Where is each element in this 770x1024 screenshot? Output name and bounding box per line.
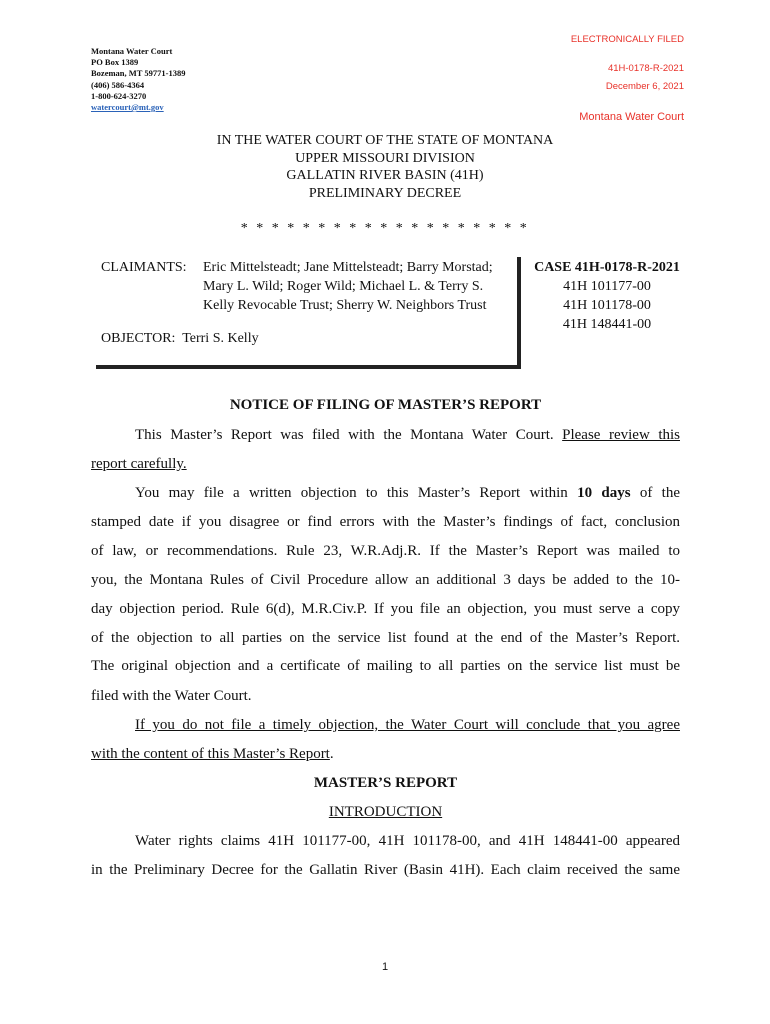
intro-line1: Water rights claims 41H 101177-00, 41H 101178-00, and 41H 148441-00 appeared [135,833,680,849]
caption-separator: * * * * * * * * * * * * * * * * * * * [240,221,530,236]
notice-text: . [329,746,334,762]
objector-name: Terri S. Kelly [182,331,259,346]
notice-emphasis: with the content of this Master’s Report [91,746,330,762]
phone-local: (406) 586-4364 [91,79,145,90]
page-number: 1 [381,961,389,973]
caption-court: IN THE WATER COURT OF THE STATE OF MONTANA [216,133,554,148]
claimants-list [203,258,493,315]
notice-p2-line: of the objection to all parties on the service list found at the end of the Master’s Report. [91,630,680,646]
notice-emphasis: Please review this [562,427,680,443]
notice-p2-line: stamped date if you disagree or find errors with the Master’s findings of fact, conclusion [91,514,680,530]
notice-text: You may file a written objection to this Master’s Report within [135,485,578,501]
stamp-court: Montana Water Court [579,111,684,123]
court-address-block [91,46,186,113]
stamp-status: ELECTRONICALLY FILED [570,34,684,45]
notice-p2-line: day objection period. Rule 6(d), M.R.Civ.P. If you file an objection, you must serve a copy [91,601,680,617]
stamp-case-number: 41H-0178-R-2021 [607,63,684,74]
objector-label: OBJECTOR: [101,331,176,346]
notice-emphasis: report carefully. [91,456,187,472]
notice-text: This Master’s Report was filed with the Montana Water Court. [135,427,563,443]
case-caption [0,132,770,202]
notice-heading: NOTICE OF FILING OF MASTER’S REPORT [229,397,542,413]
notice-p2-line: The original objection and a certificate of mailing to all parties on the service list must be [91,658,680,674]
notice-p2-line1 [91,485,680,502]
claim-number: 41H 148441-00 [562,317,652,332]
notice-p1-line2 [91,456,680,473]
box-divider-vertical [517,257,521,369]
notice-p3-line2 [91,746,680,763]
claimants-label: CLAIMANTS: [101,260,187,275]
caption-basin: GALLATIN RIVER BASIN (41H) [286,168,484,183]
claim-number: 41H 101177-00 [563,279,651,294]
notice-p2-line: of law, or recommendations. Rule 23, W.R.Adj.R. If the Master’s Report was mailed to [91,543,680,559]
intro-line2: in the Preliminary Decree for the Gallatin River (Basin 41H). Each claim received the same [91,862,680,878]
court-name: Montana Water Court [91,46,173,56]
notice-p3-line1 [91,717,680,734]
claimants-line: Kelly Revocable Trust; Sherry W. Neighbors Trust [203,298,487,313]
notice-text: of the [630,485,680,501]
box-divider-horizontal [96,365,521,369]
phone-tollfree: 1-800-624-3270 [91,90,147,101]
case-info [527,258,687,334]
claim-number: 41H 101178-00 [563,298,651,313]
objection-period: 10 days [577,485,631,501]
claimants-line: Mary L. Wild; Roger Wild; Michael L. & Terry S. [203,279,484,294]
report-subheading [91,804,680,821]
case-number: CASE 41H-0178-R-2021 [534,260,680,275]
caption-decree: PRELIMINARY DECREE [308,185,462,201]
report-heading: MASTER’S REPORT [313,775,458,791]
email-link[interactable]: watercourt@mt.gov [91,102,164,113]
caption-division: UPPER MISSOURI DIVISION [295,150,475,166]
introduction-heading: INTRODUCTION [328,804,443,820]
city-state-zip: Bozeman, MT 59771-1389 [91,68,186,79]
notice-p2-line: you, the Montana Rules of Civil Procedure allow an additional 3 days be added to the 10- [91,572,680,588]
objector-row [101,329,259,348]
notice-p1-line1 [91,427,680,444]
po-box: PO Box 1389 [91,57,139,68]
notice-emphasis: If you do not file a timely objection, the Water Court will conclude that you agree [135,717,680,733]
notice-p2-last-line: filed with the Water Court. [91,688,252,704]
claimants-line: Eric Mittelsteadt; Jane Mittelsteadt; Barry Morstad; [203,260,493,275]
stamp-date: December 6, 2021 [605,81,684,92]
